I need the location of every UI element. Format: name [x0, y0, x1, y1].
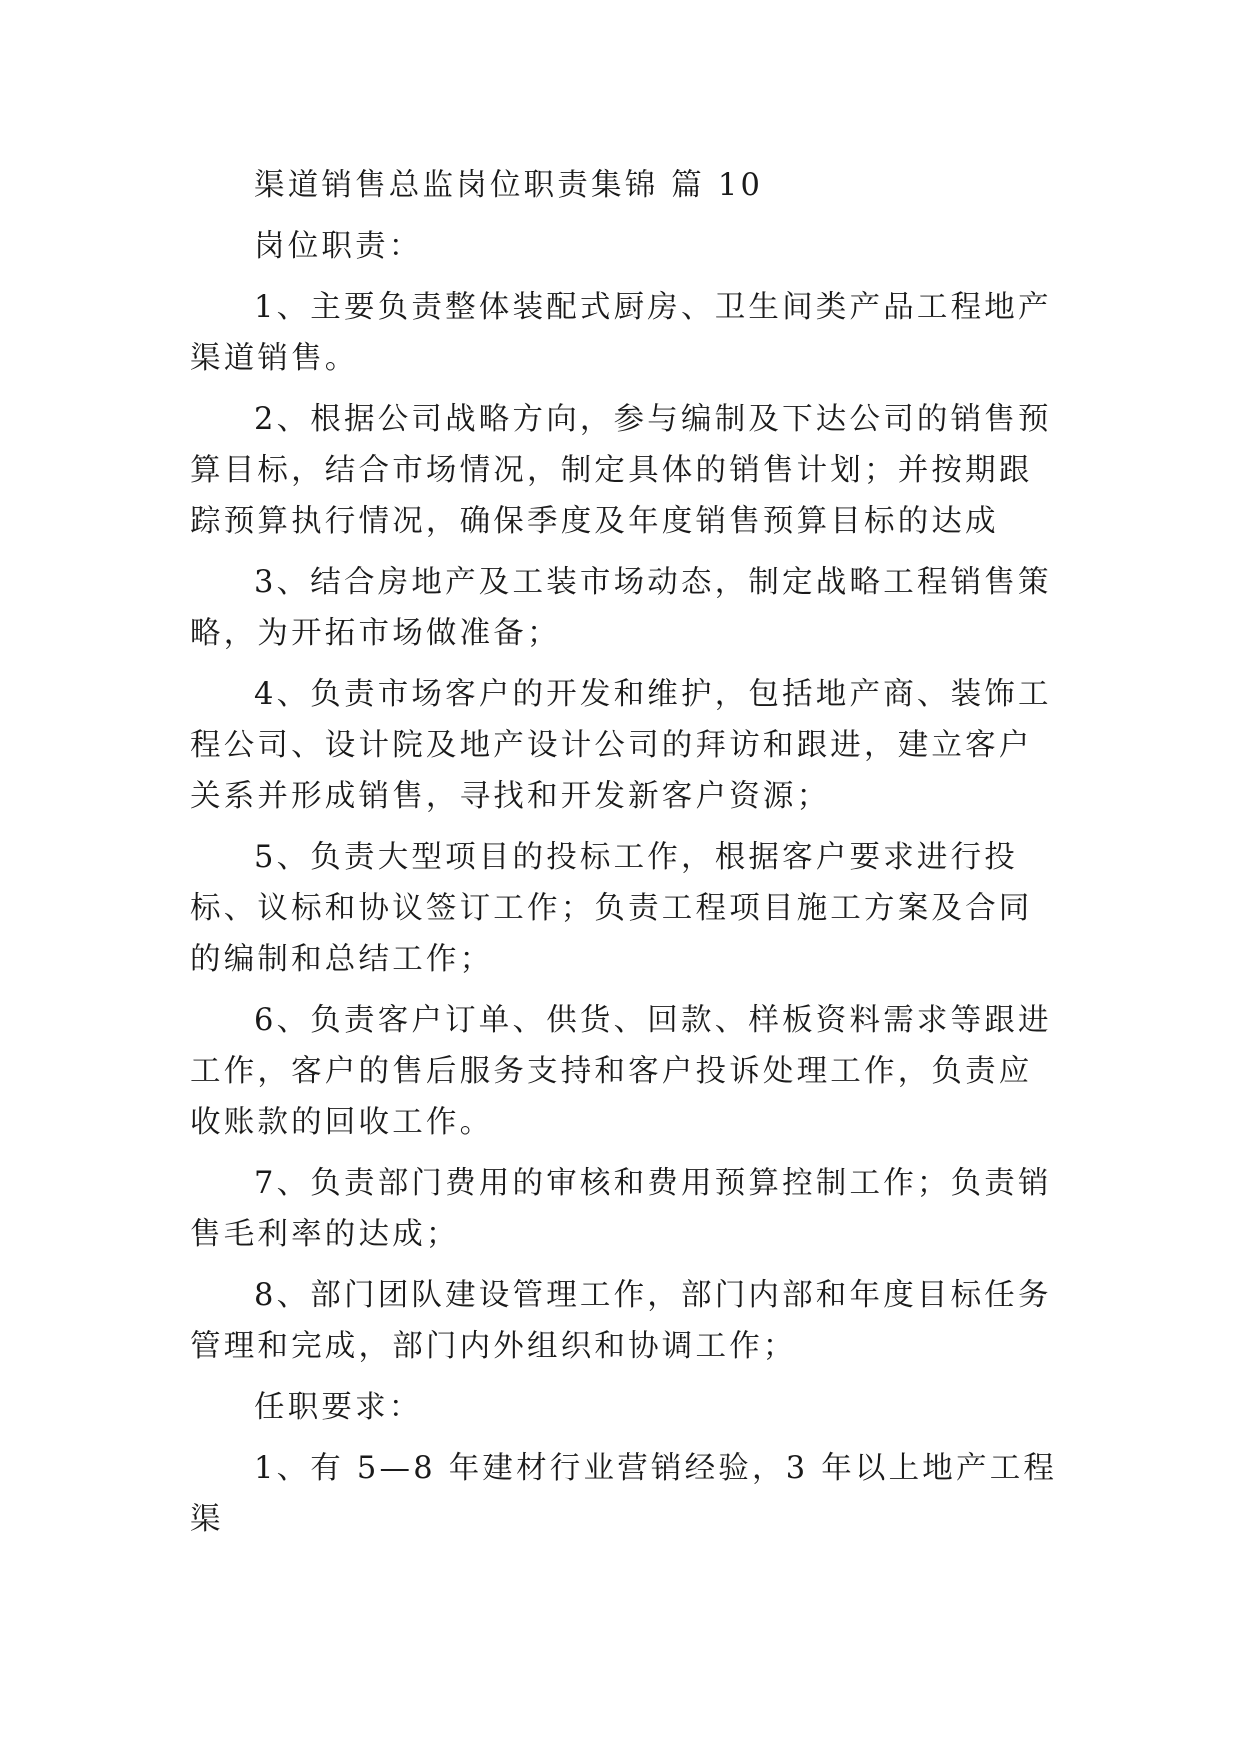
- duty-item-1: 1、主要负责整体装配式厨房、卫生间类产品工程地产渠道销售。: [190, 290, 1052, 376]
- duty-item-6: 6、负责客户订单、供货、回款、样板资料需求等跟进工作，客户的售后服务支持和客户投诉处理工作，负责应收账款的回收工作。: [190, 1003, 1052, 1140]
- requirement-item-1: 1、有 5—8 年建材行业营销经验，3 年以上地产工程渠: [190, 1451, 1058, 1537]
- duty-item-5: 5、负责大型项目的投标工作，根据客户要求进行投标、议标和协议签订工作；负责工程项目施工方案及合同的编制和总结工作；: [190, 840, 1033, 977]
- duty-item-3: 3、结合房地产及工装市场动态，制定战略工程销售策略，为开拓市场做准备；: [190, 565, 1052, 651]
- document-body: [190, 160, 1062, 1545]
- document-title: 渠道销售总监岗位职责集锦 篇 10: [254, 168, 764, 203]
- duty-item-2: 2、根据公司战略方向，参与编制及下达公司的销售预算目标，结合市场情况，制定具体的销售计划；并按期跟踪预算执行情况，确保季度及年度销售预算目标的达成: [190, 402, 1052, 539]
- duties-heading: 岗位职责：: [254, 229, 423, 264]
- requirements-heading: 任职要求：: [254, 1390, 423, 1425]
- duty-item-8: 8、部门团队建设管理工作，部门内部和年度目标任务管理和完成，部门内外组织和协调工作；: [190, 1278, 1052, 1364]
- duty-item-7: 7、负责部门费用的审核和费用预算控制工作；负责销售毛利率的达成；: [190, 1166, 1052, 1252]
- duty-item-4: 4、负责市场客户的开发和维护，包括地产商、装饰工程公司、设计院及地产设计公司的拜访和跟进，建立客户关系并形成销售，寻找和开发新客户资源；: [190, 677, 1052, 814]
